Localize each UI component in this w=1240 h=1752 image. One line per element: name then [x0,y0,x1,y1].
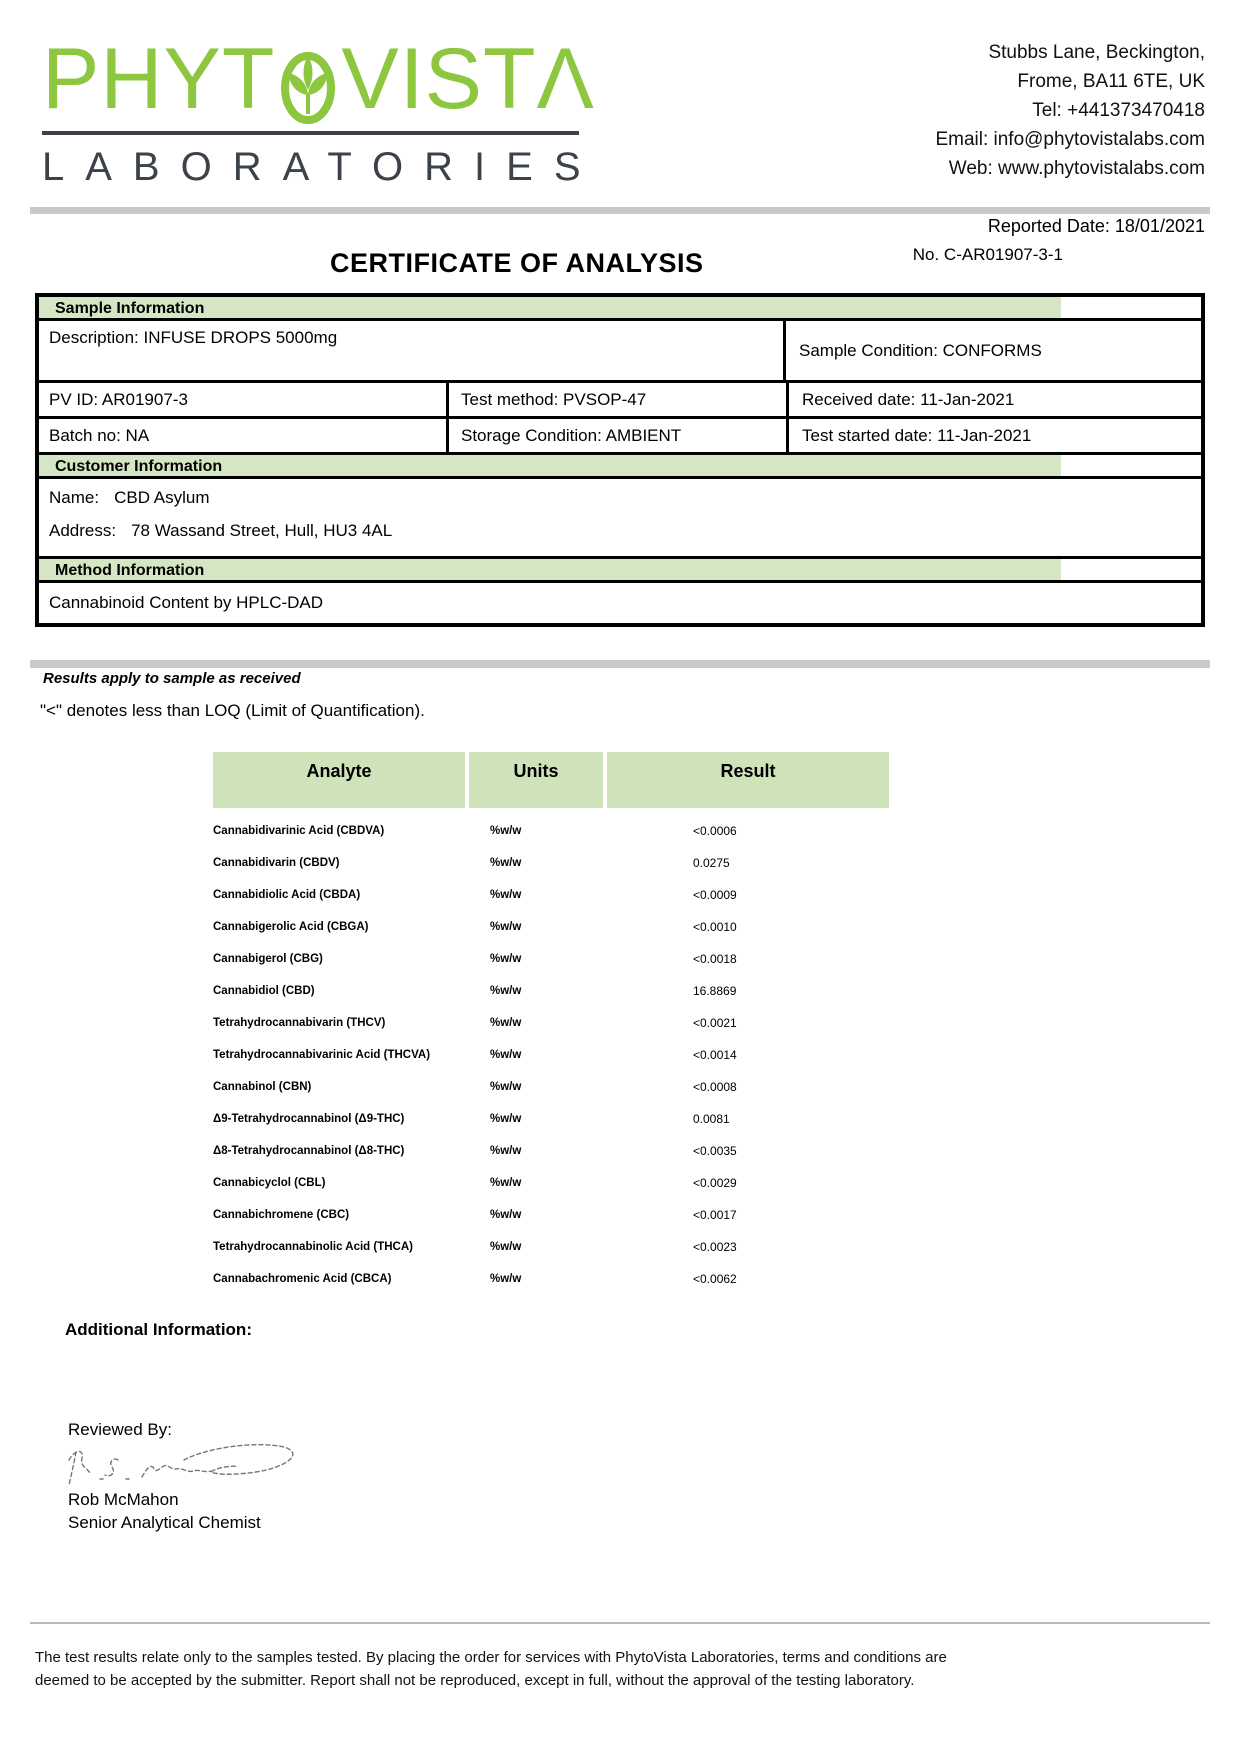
page-title: CERTIFICATE OF ANALYSIS [330,248,704,278]
units-value: %w/w [490,1241,522,1253]
units-value: %w/w [490,889,522,901]
table-row [213,1199,889,1231]
reviewer-name: Rob McMahon [68,1490,179,1509]
analyte-name: Tetrahydrocannabivarinic Acid (THCVA) [213,1049,431,1061]
contact-email: Email: info@phytovistalabs.com [935,129,1205,150]
sample-batch-row [39,419,1201,455]
analyte-name: Cannabidivarin (CBDV) [213,857,340,869]
results-table [213,752,889,1295]
table-row [213,1071,889,1103]
company-logo [42,31,602,190]
result-value: <0.0010 [693,920,737,934]
result-value: 0.0081 [693,1112,730,1126]
report-number: No. C-AR01907-3-1 [912,245,1063,264]
loq-note: "<" denotes less than LOQ (Limit of Quantification). [40,701,425,720]
analyte-name: Cannabicyclol (CBL) [213,1177,326,1189]
result-value: <0.0006 [693,824,737,838]
contact-web: Web: www.phytovistalabs.com [948,158,1205,179]
additional-information-label: Additional Information: [65,1320,252,1339]
table-row [213,975,889,1007]
table-row [213,1103,889,1135]
contact-phone: Tel: +441373470418 [1032,100,1205,121]
description-field: Description: INFUSE DROPS 5000mg [39,321,786,380]
units-value: %w/w [490,1049,522,1061]
units-value: %w/w [490,1017,522,1029]
result-value: <0.0021 [693,1016,737,1030]
column-header-result: Result [607,752,889,808]
result-value: <0.0023 [693,1240,737,1254]
table-row [213,847,889,879]
section-title-method-information: Method Information [39,559,1061,580]
header-divider-bar [30,207,1210,214]
results-table-body [213,815,889,1295]
logo-divider [42,131,579,135]
footer-disclaimer [35,1646,1210,1692]
test-started-date-field: Test started date: 11-Jan-2021 [786,419,1201,452]
analyte-name: Cannabichromene (CBC) [213,1209,350,1221]
reported-date: Reported Date: 18/01/2021 [987,216,1205,236]
analyte-name: Tetrahydrocannabinolic Acid (THCA) [213,1241,413,1253]
section-header-method-information [39,559,1201,583]
analyte-name: Tetrahydrocannabivarin (THCV) [213,1017,386,1029]
footer-disclaimer-line1: The test results relate only to the samples tested. By placing the order for services with PhytoVista Laboratories, terms and conditions are [35,1649,947,1666]
method-description: Cannabinoid Content by HPLC-DAD [49,593,324,612]
analyte-name: Cannabigerol (CBG) [213,953,323,965]
received-date-field: Received date: 11-Jan-2021 [786,383,1201,416]
analyte-name: Cannabidivarinic Acid (CBDVA) [213,825,385,837]
result-value: <0.0014 [693,1048,737,1062]
batch-no-field: Batch no: NA [49,425,150,445]
result-value: 16.8869 [693,984,737,998]
table-row [213,815,889,847]
logo-brand [42,31,602,127]
sample-description-row [39,321,1201,383]
results-table-header [213,752,889,808]
units-value: %w/w [490,953,522,965]
sample-condition-field: Sample Condition: CONFORMS [799,340,1042,360]
result-value: 0.0275 [693,856,730,870]
analyte-name: Cannabidiolic Acid (CBDA) [213,889,361,901]
logo-brand-part1: PHYT [42,31,276,127]
information-tables [35,293,1205,627]
units-value: %w/w [490,1209,522,1221]
test-method-field: Test method: PVSOP-47 [446,383,786,416]
table-row [213,943,889,975]
units-value: %w/w [490,857,522,869]
customer-address-value: 78 Wassand Street, Hull, HU3 4AL [131,521,393,540]
logo-subbrand: LABORATORIES [42,145,602,189]
units-value: %w/w [490,921,522,933]
logo-brand-part2: VISTΛ [341,31,595,127]
analyte-name: Cannabidiol (CBD) [213,985,315,997]
table-row [213,1263,889,1295]
result-value: <0.0029 [693,1176,737,1190]
analyte-name: Δ9-Tetrahydrocannabinol (Δ9-THC) [213,1113,405,1125]
customer-address-label: Address: [49,521,117,540]
report-meta [913,216,1205,265]
table-row [213,1007,889,1039]
reviewed-by-label: Reviewed By: [68,1420,172,1439]
section-header-sample-information [39,297,1201,321]
table-row [213,879,889,911]
sample-ids-row [39,383,1201,419]
column-header-analyte: Analyte [213,752,465,808]
section-header-customer-information [39,455,1201,479]
footer-disclaimer-line2: deemed to be accepted by the submitter. Report shall not be reproduced, except in full, without the approval of the testing laboratory. [35,1672,915,1689]
analyte-name: Cannabinol (CBN) [213,1081,312,1093]
pv-id-field: PV ID: AR01907-3 [49,389,188,409]
section-title-sample-information: Sample Information [39,297,1061,318]
table-row [213,1135,889,1167]
lab-contact-info [935,38,1205,183]
result-value: <0.0008 [693,1080,737,1094]
analyte-name: Cannabachromenic Acid (CBCA) [213,1273,392,1285]
contact-address-line1: Stubbs Lane, Beckington, [988,42,1205,63]
storage-condition-field: Storage Condition: AMBIENT [446,419,786,452]
result-value: <0.0062 [693,1272,737,1286]
units-value: %w/w [490,985,522,997]
customer-address-field [49,521,1201,541]
units-value: %w/w [490,1145,522,1157]
result-value: <0.0035 [693,1144,737,1158]
analyte-name: Δ8-Tetrahydrocannabinol (Δ8-THC) [213,1145,405,1157]
analyte-name: Cannabigerolic Acid (CBGA) [213,921,369,933]
customer-information-box [39,479,1201,559]
footer-divider [30,1622,1210,1624]
table-row [213,1039,889,1071]
column-header-units: Units [469,752,603,808]
units-value: %w/w [490,1273,522,1285]
result-value: <0.0017 [693,1208,737,1222]
signature-image [60,1438,310,1496]
contact-address-line2: Frome, BA11 6TE, UK [1017,71,1205,92]
customer-name-field [49,488,1201,508]
leaf-icon [278,46,338,126]
customer-name-value: CBD Asylum [114,488,210,507]
units-value: %w/w [490,1113,522,1125]
units-value: %w/w [490,1081,522,1093]
customer-name-label: Name: [49,488,100,507]
units-value: %w/w [490,1177,522,1189]
table-row [213,911,889,943]
table-row [213,1231,889,1263]
table-row [213,1167,889,1199]
result-value: <0.0018 [693,952,737,966]
units-value: %w/w [490,825,522,837]
section-divider-bar [30,660,1210,668]
results-note: Results apply to sample as received [43,670,301,687]
result-value: <0.0009 [693,888,737,902]
section-title-customer-information: Customer Information [39,455,1061,476]
reviewer-title: Senior Analytical Chemist [68,1513,261,1532]
